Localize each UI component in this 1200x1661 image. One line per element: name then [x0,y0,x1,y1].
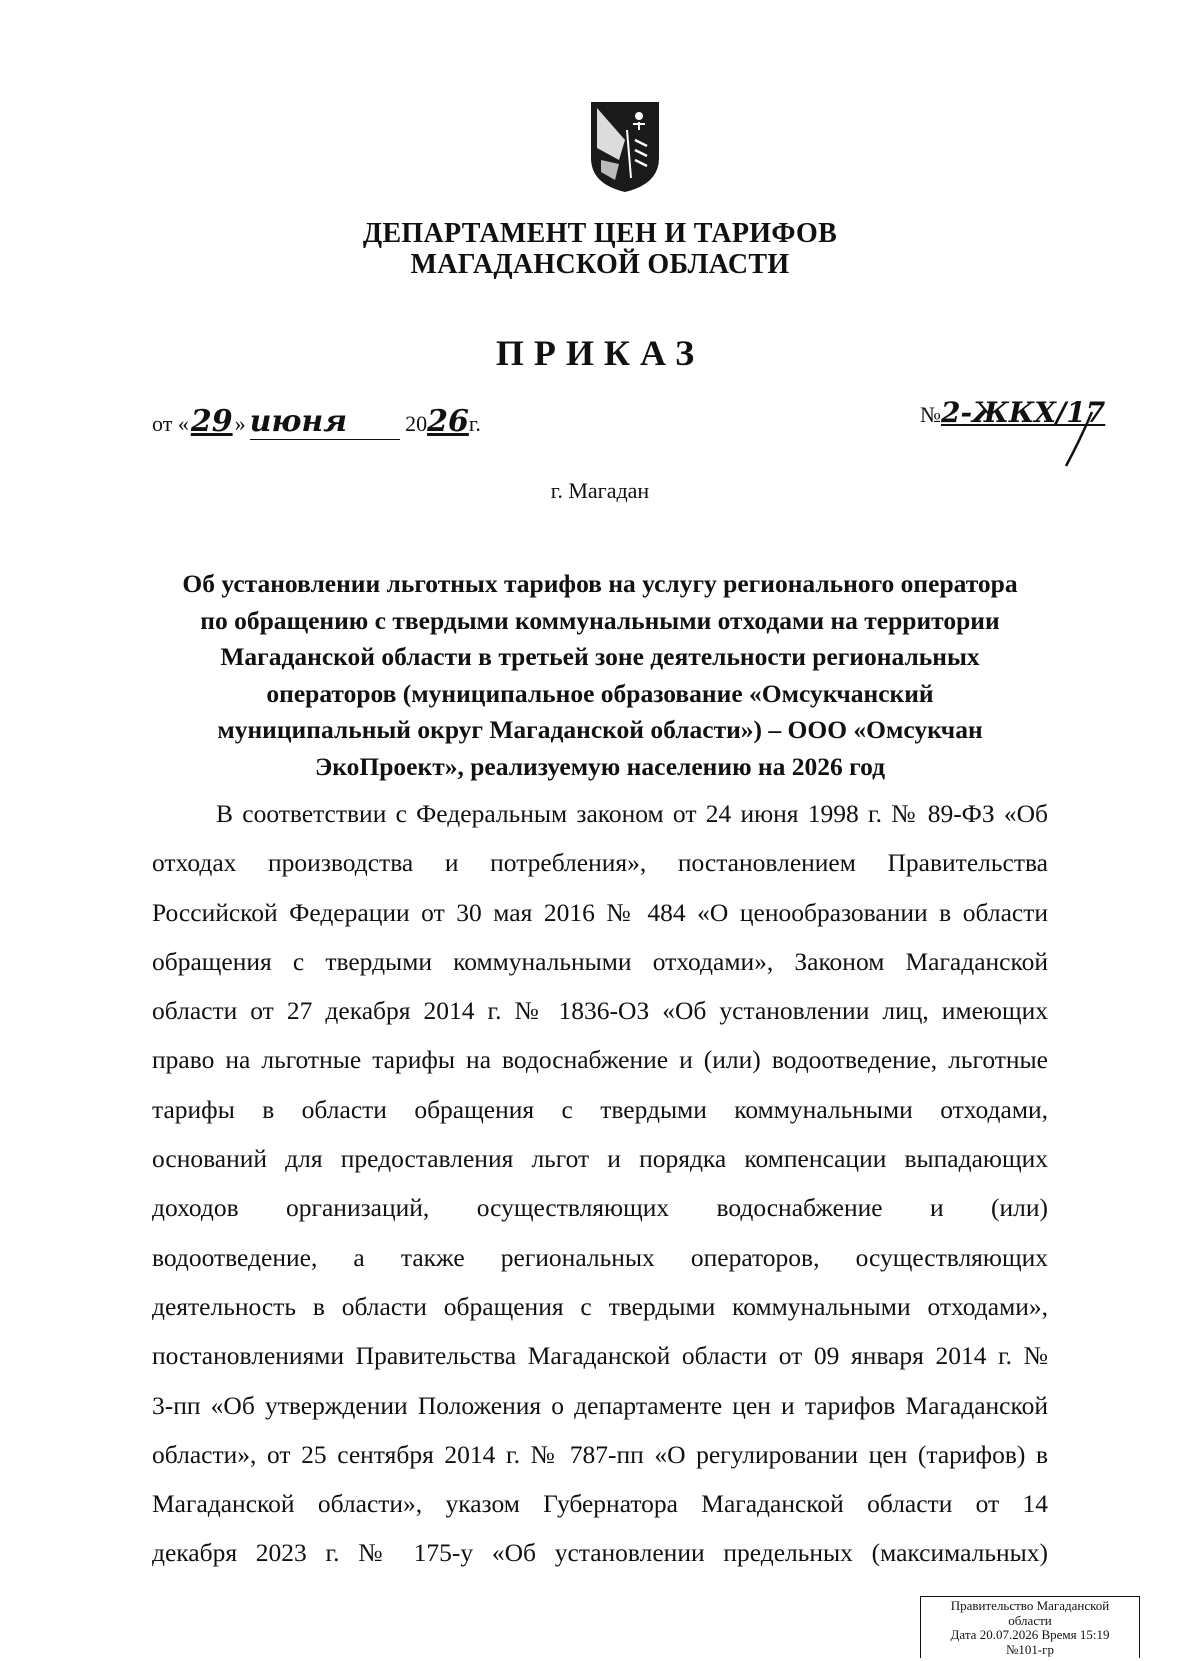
date-prefix: от « [152,411,189,436]
date-day: 29 [190,404,233,439]
handwritten-slash-mark [1062,410,1096,468]
document-type-title: ПРИКАЗ [495,333,705,373]
body-line: 3-пп «Об утверждении Положения о департаменте цен и тарифов Магаданской [152,1390,1048,1420]
city-name: г. Магадан [550,478,650,503]
body-line: декабря 2023 г. № 175-у «Об установлении предельных (максимальных) [152,1538,1048,1568]
body-line: тарифы в области обращения с твердыми коммунальными отходами, [152,1094,1048,1124]
date-year-prefix: 20 [405,411,428,436]
body-line: Российской Федерации от 30 мая 2016 № 484 «О ценообразовании в области [152,897,1048,927]
coat-of-arms-icon [589,100,661,194]
body-line: области», от 25 сентября 2014 г. № 787-пп «О регулировании цен (тарифов) в [152,1439,1048,1469]
heading-line: операторов (муниципальное образование «Омсукчанский [266,678,934,708]
department-name-line2: МАГАДАНСКОЙ ОБЛАСТИ [410,249,790,280]
heading-line: ЭкоПроект», реализуемую населению на 2026 год [315,751,885,781]
body-line: В соответствии с Федеральным законом от 24 июня 1998 г. № 89-ФЗ «Об [216,799,1048,828]
body-line: водоотведение, а также региональных операторов, осуществляющих [152,1242,1048,1272]
date-mid: » [234,411,246,436]
body-line: Магаданской области», указом Губернатора Магаданской области от 14 [152,1489,1048,1519]
stamp-line: №101-гр [1005,1641,1055,1657]
body-line: обращения с твердыми коммунальными отходами», Законом Магаданской [152,946,1048,976]
date-month: июня [250,404,400,440]
body-line: доходов организаций, осуществляющих водоснабжение и (или) [152,1193,1048,1223]
stamp-line: Правительство Магаданской [950,1598,1110,1613]
heading-line: муниципальный округ Магаданской области») – ООО «Омсукчан [217,715,983,744]
department-name-line1: ДЕПАРТАМЕНТ ЦЕН И ТАРИФОВ [362,218,838,249]
heading-line: по обращению с твердыми коммунальными отходами на территории [200,605,1000,635]
body-line: постановлениями Правительства Магаданской области от 09 января 2014 г. № [152,1341,1048,1371]
order-date [152,404,481,440]
stamp-line: Дата 20.07.2026 Время 15:19 [950,1627,1110,1642]
date-suffix: г. [468,411,481,436]
stamp-line: области [1008,1612,1052,1628]
number-value: 2-ЖКХ/17 [941,396,1106,429]
body-line: деятельность в области обращения с твердыми коммунальными отходами», [152,1291,1048,1321]
heading-line: Об установлении льготных тарифов на услугу регионального оператора [182,569,1018,598]
date-year-suffix: 26 [427,404,469,439]
body-line: области от 27 декабря 2014 г. № 1836-ОЗ «Об установлении лиц, имеющих [152,996,1048,1026]
registration-stamp [920,1596,1140,1658]
number-prefix: № [920,402,941,427]
heading-line: Магаданской области в третьей зоне деятельности региональных [220,642,980,671]
body-line: отходах производства и потребления», постановлением Правительства [152,848,1048,878]
body-line: право на льготные тарифы на водоснабжение и (или) водоотведение, льготные [152,1045,1048,1075]
body-text [152,789,1048,1578]
order-subject-heading [140,566,1060,785]
body-line: оснований для предоставления льгот и порядка компенсации выпадающих [152,1144,1048,1174]
